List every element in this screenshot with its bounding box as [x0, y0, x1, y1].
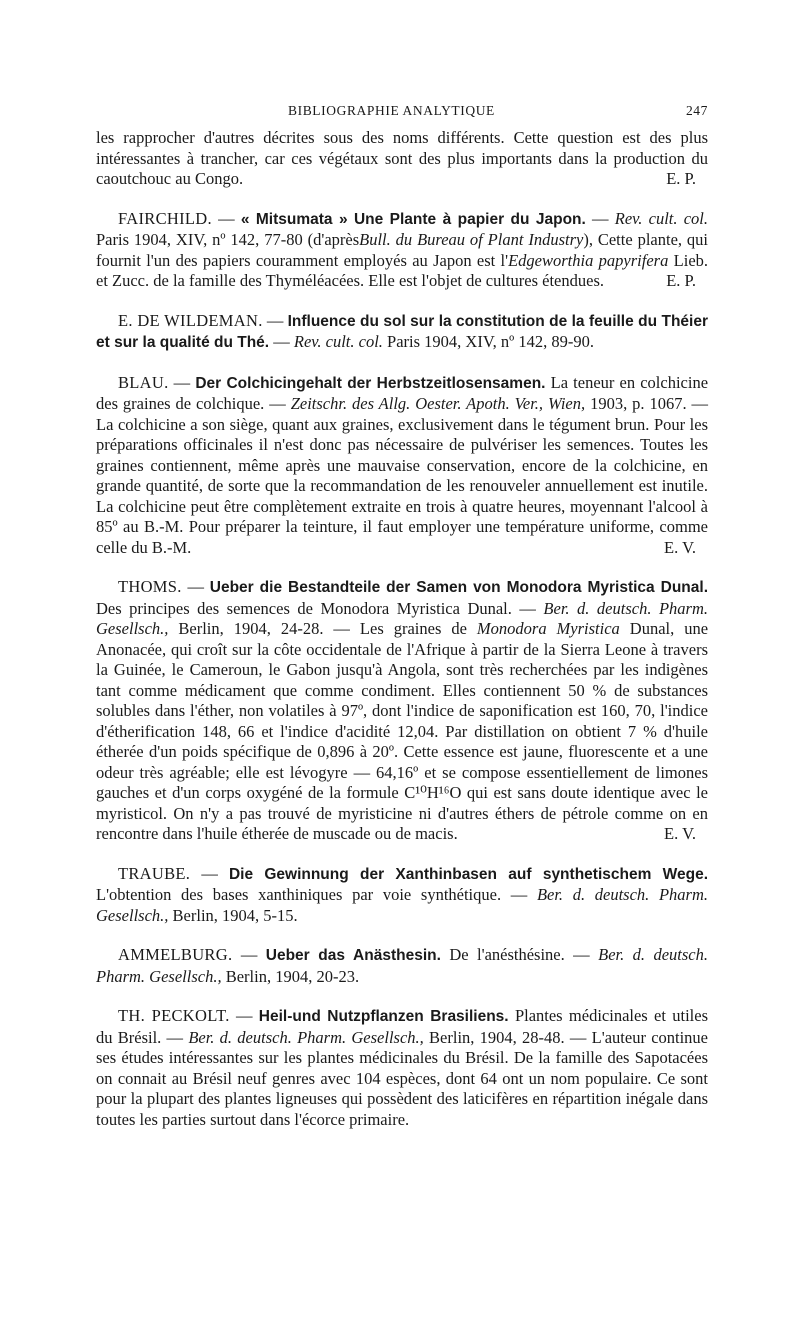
entry-details-2: ), Cette plante, qui fournit l'un des papiers couramment employés au Japon est l'	[96, 230, 709, 270]
entry-reference: Ber. d. deutsch. Pharm. Gesellsch.,	[96, 598, 709, 638]
entry-species: Edgeworthia papyrifera	[508, 250, 669, 270]
entry-details: Paris 1904, XIV, nº 142, 77-80 (d'après	[96, 230, 360, 249]
entry-reference: Ber. d. deutsch. Pharm. Gesellsch.,	[188, 1027, 424, 1047]
entry-reference: Ber. d. deutsch. Pharm. Gesellsch.,	[96, 945, 709, 986]
entry-author: FAIRCHILD.	[118, 208, 212, 228]
entry-author: E. DE WILDEMAN.	[118, 310, 263, 330]
bibliography-entry-thoms: THOMS. — Ueber die Bestandteile der Samen von Monodora Myristica Dunal. Des principes des semences de Monodora Myristica Dunal. — Ber. d. deutsch. Pharm. Gesellsch., Berlin, 1904, 24-28. — Les graines de Monodora Myristica Dunal, une Anonacée, qui croît sur la côte occidentale de l'Afrique à partir de la Sierra Leone à travers la Guinée, le Cameroun, le Gabon jusqu'à Angola, sont très recherchées par les indigènes tant comme médicament que comme condiment. Elles contiennent 50 % de substances solubles dans l'éther, non volatiles à 97º, dont l'indice de saponification est 160, 70, l'indice d'étherification 148, 66 et l'indice d'acidité 12,04. Par distillation on obtient 7 % d'huile étherée d'un poids spécifique de 0,896 à 20º. Cette essence est jaune, fluorescente et a une odeur très agréable; elle est lévogyre — 64,16º et se compose essentiellement de limones gauches et d'un corps oxygéné de la formule C¹⁰H¹⁶O qui est sans doute identique avec le myristicol. On n'y a pas trouvé de myristicine ni d'autres éthers de pétrole comme on en rencontre dans l'huile étherée de muscade ou de macis. E. V.	[96, 577, 709, 843]
entry-signature: E. V.	[664, 537, 696, 557]
entry-translation: De l'anésthésine. —	[449, 945, 590, 964]
entry-text: 1903, p. 1067. — La colchicine a son siège, quant aux graines, exclusivement dans le tégument brun. Pour les préparations officinales il n'est donc pas nécessaire de pulvériser les semences. Toutes les graines contiennent, même après une mauvaise conservation, encore de la colchicine, en grande quantité, de sorte que la recommandation de les renouveler annuellement est inutile. La colchicine peut être complètement extraite en trois à quatre heures, moyennant l'alcool à 85º au B.-M. Pour préparer la teinture, il faut employer une température uniforme, comme celle du B.-M.	[96, 394, 709, 557]
entry-text: les rapprocher d'autres décrites sous des noms différents. Cette question est des plus intéressantes à trancher, car ces végétaux sont des plus importants dans la production du caoutchouc au Congo.	[96, 128, 708, 188]
entry-title: Heil-und Nutzpflanzen Brasiliens.	[258, 1008, 509, 1025]
entry-title: Influence du sol sur la constitution de la feuille du Théier et sur la qualité du Thé.	[96, 312, 708, 351]
entry-translation: L'obtention des bases xanthiniques par voie synthétique. —	[96, 885, 528, 904]
entry-translation: Des principes des semences de Monodora Myristica Dunal. —	[96, 598, 536, 618]
entry-author: THOMS.	[118, 577, 182, 596]
entry-translation: La teneur en colchicine des graines de colchique. —	[96, 372, 709, 413]
page-number: 247	[685, 103, 708, 118]
entry-details: Berlin, 1904, 5-15.	[172, 905, 298, 925]
entry-details: Berlin, 1904, 20-23.	[225, 966, 360, 986]
entry-title: Ueber das Anästhesin.	[265, 947, 441, 964]
entry-author: BLAU.	[118, 372, 169, 392]
bibliography-entry-wildeman: E. DE WILDEMAN. — Influence du sol sur la constitution de la feuille du Théier et sur la qualité du Thé. — Rev. cult. col. Paris 1904, XIV, nº 142, 89-90.	[96, 310, 708, 351]
entry-species: Monodora Myristica	[476, 619, 620, 638]
entry-author: AMMELBURG.	[118, 945, 233, 964]
entry-text: Berlin, 1904, 28-48. — L'auteur continue ses études intéressantes sur les plantes médicinales du Brésil. De la famille des Sapotacées on connait au Brésil neuf genres avec 104 espèces, dont 64 ont un nom populaire. Ce sont pour la plupart des plantes ligneuses qui possèdent des laticifères en répartition inégale dans toutes les parties surtout dans l'écorce primaire.	[96, 1027, 709, 1129]
bibliography-entry-continuation	[96, 128, 708, 190]
bibliography-entry-traube: TRAUBE. — Die Gewinnung der Xanthinbasen auf synthetischem Wege. L'obtention des bases xanthiniques par voie synthétique. — Ber. d. deutsch. Pharm. Gesellsch., Berlin, 1904, 5-15.	[96, 863, 709, 925]
entry-signature: E. V.	[664, 824, 696, 843]
entry-title: « Mitsumata » Une Plante à papier du Japon.	[240, 210, 586, 228]
bibliography-entry-fairchild: FAIRCHILD. — « Mitsumata » Une Plante à papier du Japon. — Rev. cult. col. Paris 1904, XIV, nº 142, 77-80 (d'aprèsBull. du Bureau of Plant Industry), Cette plante, qui fournit l'un des papiers couramment employés au Japon est l'Edgeworthia papyrifera Lieb. et Zucc. de la famille des Thyméléacées. Elle est l'objet de cultures étendues. E. P.	[96, 208, 709, 290]
entry-text: Dunal, une Anonacée, qui croît sur la côte occidentale de l'Afrique à partir de la Sierra Leone à travers la Guinée, le Cameroun, le Gabon jusqu'à Angola, sont très recherchées par les indigènes tant comme médicament que comme condiment. Elles contiennent 50 % de substances solubles dans l'éther, non volatiles à 97º, dont l'indice de saponification est 160, 70, l'indice d'étherification 148, 66 et l'indice d'acidité 12,04. Par distillation on obtient 7 % d'huile étherée d'un poids spécifique de 0,896 à 20º. Cette essence est jaune, fluorescente et a une odeur très agréable; elle est lévogyre — 64,16º et se compose essentiellement de limones gauches et d'un corps oxygéné de la formule C¹⁰H¹⁶O qui est sans doute identique avec le myristicol. On n'y a pas trouvé de myristicine ni d'autres éthers de pétrole comme on en rencontre dans l'huile étherée de muscade ou de macis.	[96, 619, 709, 843]
entry-reference: Zeitschr. des Allg. Oester. Apoth. Ver., Wien,	[290, 394, 586, 413]
entry-reference: Rev. cult. col.	[293, 332, 383, 351]
entry-author: TH. PECKOLT.	[118, 1006, 230, 1025]
bibliography-entry-peckolt: TH. PECKOLT. — Heil-und Nutzpflanzen Brasiliens. Plantes médicinales et utiles du Brésil. — Ber. d. deutsch. Pharm. Gesellsch., Berlin, 1904, 28-48. — L'auteur continue ses études intéressantes sur les plantes médicinales du Brésil. De la famille des Sapotacées on connait au Brésil neuf genres avec 104 espèces, dont 64 ont un nom populaire. Ce sont pour la plupart des plantes ligneuses qui possèdent des laticifères en répartition inégale dans toutes les parties surtout dans l'écorce primaire.	[96, 1006, 709, 1129]
entry-reference: Ber. d. deutsch. Pharm. Gesellsch.,	[96, 885, 708, 925]
entry-signature: E. P.	[666, 169, 696, 188]
bibliography-list	[96, 128, 708, 1149]
entry-author: TRAUBE.	[118, 863, 191, 883]
entry-reference: Rev. cult. col.	[614, 208, 709, 228]
entry-text: Lieb. et Zucc. de la famille des Thyméléacées. Elle est l'objet de cultures étendues.	[96, 250, 709, 290]
running-title: BIBLIOGRAPHIE ANALYTIQUE	[288, 103, 495, 118]
bibliography-entry-ammelburg: AMMELBURG. — Ueber das Anästhesin. De l'anésthésine. — Ber. d. deutsch. Pharm. Gesellsch., Berlin, 1904, 20-23.	[96, 945, 709, 986]
entry-title: Ueber die Bestandteile der Samen von Monodora Myristica Dunal.	[209, 579, 708, 596]
entry-title: Der Colchicingehalt der Herbstzeitlosensamen.	[195, 374, 546, 392]
entry-reference-source: Bull. du Bureau of Plant Industry	[359, 230, 584, 249]
entry-details: Paris 1904, XIV, nº 142, 89-90.	[387, 332, 594, 351]
entry-signature: E. P.	[666, 271, 696, 290]
entry-translation: Plantes médicinales et utiles du Brésil. —	[96, 1006, 708, 1047]
entry-title: Die Gewinnung der Xanthinbasen auf synthetischem Wege.	[228, 865, 709, 883]
entry-details: Berlin, 1904, 24-28. — Les graines de	[178, 619, 467, 638]
bibliography-entry-blau: BLAU. — Der Colchicingehalt der Herbstzeitlosensamen. La teneur en colchicine des graines de colchique. — Zeitschr. des Allg. Oester. Apoth. Ver., Wien, 1903, p. 1067. — La colchicine a son siège, quant aux graines, exclusivement dans le tégument brun. Pour les préparations officinales il n'est donc pas nécessaire de pulvériser les semences. Toutes les graines contiennent, même après une mauvaise conservation, encore de la colchicine, en grande quantité, de sorte que la recommandation de les renouveler annuellement est inutile. La colchicine peut être complètement extraite en trois à quatre heures, moyennant l'alcool à 85º au B.-M. Pour préparer la teinture, il faut employer une température uniforme, comme celle du B.-M. E. V.	[96, 372, 709, 557]
